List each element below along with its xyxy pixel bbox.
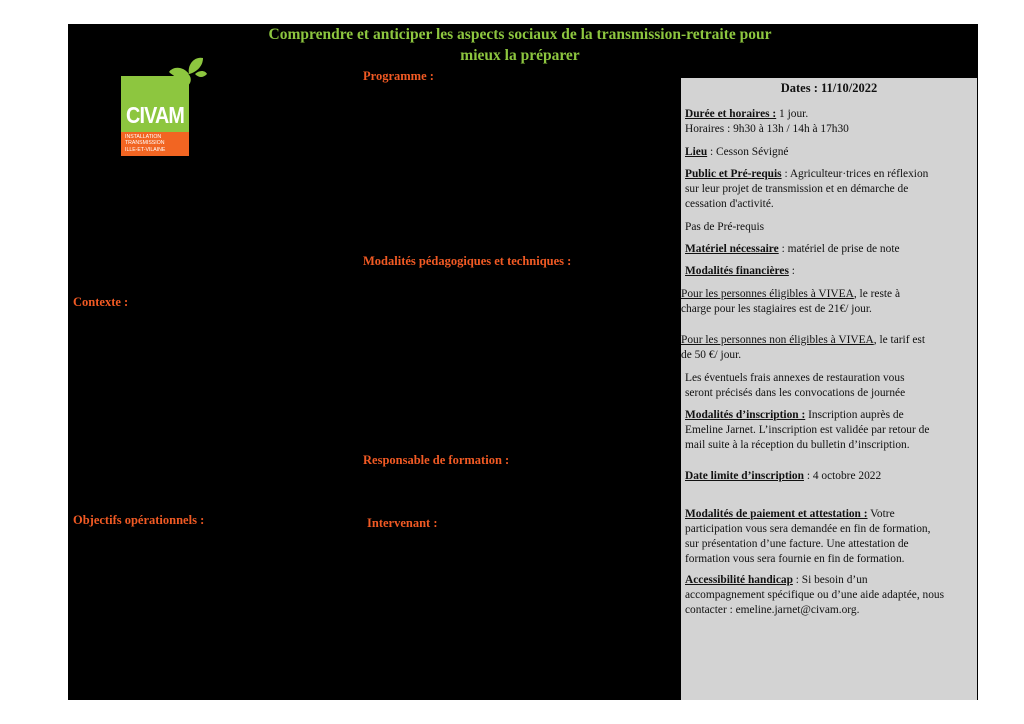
info-panel [681, 78, 977, 700]
materiel-line [685, 242, 900, 257]
non-eligibles-line-2: de 50 €/ jour. [681, 349, 742, 361]
limite-value: : 4 octobre 2022 [803, 470, 882, 482]
logo-sub-line-3: ILLE-ET-VILAINE [125, 146, 166, 153]
prerequis-line: Pas de Pré-requis [685, 221, 765, 233]
section-modalites: Modalités pédagogiques et techniques : [363, 254, 572, 268]
inscription-line-3: mail suite à la réception du bulletin d’inscription. [685, 439, 910, 451]
inscription-line-1 [685, 408, 904, 423]
materiel-value: : matériel de prise de note [778, 243, 900, 255]
eligibles-line-2: charge pour les stagiaires est de 21€/ jour. [681, 303, 872, 315]
access-label: Accessibilité handicap [685, 574, 793, 586]
non-eligibles-value-1: , le tarif est [873, 334, 926, 346]
section-objectifs: Objectifs opérationnels : [73, 513, 205, 527]
section-intervenant: Intervenant : [367, 516, 438, 530]
financieres-label: Modalités financières [685, 265, 789, 277]
logo-wordmark: CIVAM [126, 102, 184, 128]
lieu-label: Lieu [685, 146, 708, 158]
public-label: Public et Pré-requis [685, 168, 782, 180]
non-eligibles-line-1 [681, 333, 925, 348]
title-line-1: Comprendre et anticiper les aspects sociaux de la transmission-retraite pour [268, 26, 772, 43]
paiement-line-2: participation vous sera demandée en fin de formation, [685, 523, 931, 535]
paiement-label: Modalités de paiement et attestation : [685, 508, 868, 520]
eligibles-label: Pour les personnes éligibles à VIVEA [681, 288, 854, 300]
paiement-line-4: formation vous sera fournie en fin de formation. [685, 553, 905, 565]
document-title [180, 24, 860, 66]
logo-block [121, 76, 189, 156]
section-responsable: Responsable de formation : [363, 453, 510, 467]
lieu-value: : Cesson Sévigné [707, 146, 789, 158]
inscription-line-2: Emeline Jarnet. L’inscription est validée par retour de [685, 424, 930, 436]
section-programme: Programme : [363, 69, 434, 83]
non-eligibles-label: Pour les personnes non éligibles à VIVEA [681, 334, 874, 346]
public-line-3: cessation d'activité. [685, 198, 774, 210]
financieres-line [685, 264, 795, 279]
access-line-2: accompagnement spécifique ou d’une aide adaptée, nous [685, 589, 945, 601]
frais-line-2: seront précisés dans les convocations de journée [685, 387, 906, 399]
duree-line [685, 107, 808, 122]
public-line-2: sur leur projet de transmission et en démarche de [685, 183, 909, 195]
inscription-label: Modalités d’inscription : [685, 409, 806, 421]
horaires-line: Horaires : 9h30 à 13h / 14h à 17h30 [685, 123, 849, 135]
paiement-value-1: Votre [867, 508, 895, 520]
public-value-1: : Agriculteur·trices en réflexion [781, 168, 929, 180]
financieres-colon: : [788, 265, 795, 277]
limite-label: Date limite d’inscription [685, 470, 804, 482]
duree-value: 1 jour. [776, 108, 809, 120]
access-line-3: contacter : emeline.jarnet@civam.org. [685, 604, 860, 616]
paiement-line-1 [685, 507, 895, 522]
dates-heading: Dates : 11/10/2022 [780, 81, 878, 95]
frais-line-1: Les éventuels frais annexes de restauration vous [685, 372, 905, 384]
logo-sub-line-1: INSTALLATION [125, 134, 162, 140]
title-line-2: mieux la préparer [460, 47, 580, 64]
eligibles-line-1 [681, 287, 900, 302]
paiement-line-3: sur présentation d’une facture. Une attestation de [685, 538, 909, 550]
public-line-1 [685, 167, 928, 182]
limite-line [685, 469, 881, 484]
eligibles-value-1: , le reste à [853, 288, 901, 300]
logo-sub-line-2: TRANSMISSION [125, 140, 165, 147]
inscription-value-1: Inscription auprès de [805, 409, 904, 421]
access-line-1 [685, 573, 868, 588]
logo-subtitle [125, 134, 187, 153]
civam-logo [119, 52, 209, 158]
duree-label: Durée et horaires : [685, 108, 777, 120]
materiel-label: Matériel nécessaire [685, 243, 779, 255]
access-value-1: : Si besoin d’un [792, 574, 868, 586]
section-contexte: Contexte : [73, 295, 129, 309]
lieu-line [685, 145, 788, 160]
